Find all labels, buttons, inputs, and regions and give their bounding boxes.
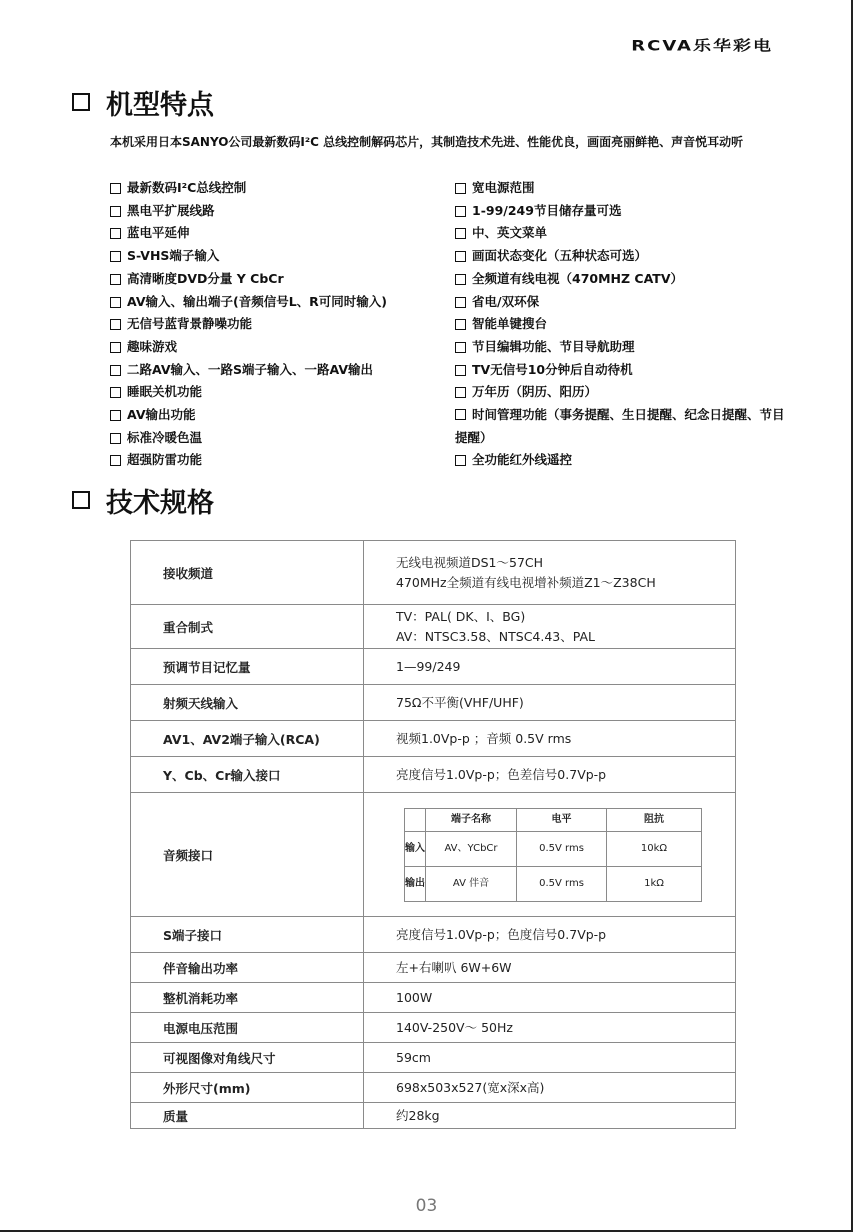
feature-item [455,313,785,336]
spec-key: 整机消耗功率 [131,983,364,1013]
checkbox-square-icon [110,433,121,444]
spec-row [131,541,736,605]
feature-text: 1-99/249节目储存量可选 [472,202,622,218]
spec-key: Y、Cb、Cr输入接口 [131,757,364,793]
feature-item [455,200,785,223]
checkbox-square-icon [110,455,121,466]
feature-item [455,381,785,404]
spec-key: 预调节目记忆量 [131,649,364,685]
checkbox-square-icon [455,365,466,376]
feature-item [110,291,450,314]
feature-list-right [455,177,785,472]
feature-item [455,359,785,382]
feature-text: 智能单键搜台 [472,316,548,332]
spec-row [131,1013,736,1043]
feature-item [455,336,785,359]
spec-table [130,540,736,1129]
feature-text: TV无信号10分钟后自动待机 [472,361,633,377]
spec-row [131,1073,736,1103]
spec-value [364,605,736,649]
spec-value [364,649,736,685]
audio-header-blank [405,808,426,831]
section-title-features [72,82,214,122]
spec-value-line: 视频1.0Vp-p ；音频 0.5V rms [396,730,572,746]
spec-row [131,953,736,983]
spec-key: S端子接口 [131,917,364,953]
spec-row [131,917,736,953]
spec-row [131,1043,736,1073]
spec-value [364,685,736,721]
spec-value-line: 亮度信号1.0Vp-p；色度信号0.7Vp-p [396,926,607,942]
feature-text: 宽电源范围 [472,180,535,195]
checkbox-square-icon [455,319,466,330]
audio-header-cell: 电平 [517,808,607,831]
spec-key: 伴音输出功率 [131,953,364,983]
audio-cell-name: AV 伴音 [426,866,517,901]
feature-text: 标准冷暖色温 [127,429,203,445]
spec-key: 射频天线输入 [131,685,364,721]
section-title-text: 技术规格 [106,487,214,519]
section-title-specs [72,480,214,520]
audio-cell-impedance: 1kΩ [607,866,702,901]
audio-header-cell: 阻抗 [607,808,702,831]
feature-text: 无信号蓝背景静噪功能 [127,316,253,332]
feature-text: 中、英文菜单 [472,225,548,241]
checkbox-square-icon [455,342,466,353]
spec-value [364,757,736,793]
feature-item [455,404,785,449]
feature-text: 节目编辑功能、节目导航助理 [472,338,635,354]
feature-text: 蓝电平延伸 [127,225,190,241]
spec-value [364,953,736,983]
spec-key: 接收频道 [131,541,364,605]
spec-value-line: 75Ω不平衡(VHF/UHF) [396,694,524,710]
spec-value-line: 约28kg [396,1107,440,1123]
feature-text: 最新数码I²C总线控制 [127,180,247,195]
spec-key: 重合制式 [131,605,364,649]
feature-item [110,245,450,268]
checkbox-square-icon [110,297,121,308]
checkbox-square-icon [110,319,121,330]
feature-text: 画面状态变化（五种状态可选） [472,248,648,264]
feature-text: 全功能红外线遥控 [472,452,573,468]
checkbox-square-icon [110,365,121,376]
spec-key: 质量 [131,1103,364,1129]
feature-text: 万年历（阴历、阳历） [472,384,598,400]
feature-item [455,177,785,200]
spec-row [131,757,736,793]
spec-row [131,721,736,757]
spec-value-line: 无线电视频道DS1～57CH [396,554,544,570]
checkbox-square-icon [110,274,121,285]
feature-item [110,427,450,450]
spec-key: 外形尺寸(mm) [131,1073,364,1103]
brand-logo [598,33,773,57]
spec-value-line: 140V-250V～ 50Hz [396,1019,513,1035]
feature-item [110,177,450,200]
spec-value [364,541,736,605]
checkbox-square-icon [110,410,121,421]
feature-text: 时间管理功能（事务提醒、生日提醒、纪念日提醒、节目提醒） [455,407,785,445]
feature-list-left [110,177,450,472]
audio-header-cell: 端子名称 [426,808,517,831]
audio-interface-table [404,808,702,902]
spec-key: 音频接口 [131,793,364,917]
audio-cell-level: 0.5V rms [517,831,607,866]
spec-value-line: 698x503x527(宽x深x高) [396,1079,545,1095]
checkbox-square-icon [455,455,466,466]
spec-value-line: 左+右喇叭 6W+6W [396,959,512,975]
spec-value-line: 1—99/249 [396,658,461,674]
spec-key: 电源电压范围 [131,1013,364,1043]
audio-cell-level: 0.5V rms [517,866,607,901]
spec-row [131,1103,736,1129]
feature-item [110,222,450,245]
checkbox-square-icon [455,387,466,398]
spec-value [364,1073,736,1103]
feature-text: S-VHS端子输入 [127,248,220,264]
spec-value-line: 亮度信号1.0Vp-p；色差信号0.7Vp-p [396,766,607,782]
feature-item [455,222,785,245]
feature-item [110,449,450,472]
intro-paragraph: 本机采用日本SANYO公司最新数码I²C 总线控制解码芯片，其制造技术先进、性能优良，画面亮丽鲜艳、声音悦耳动听 [110,135,744,149]
audio-cell-name: AV、YCbCr [426,831,517,866]
title-square-icon [72,491,90,509]
spec-row [131,605,736,649]
feature-text: 趣味游戏 [127,338,178,354]
checkbox-square-icon [455,183,466,194]
feature-text: 全频道有线电视（470MHZ CATV） [472,270,683,286]
checkbox-square-icon [455,228,466,239]
feature-text: 二路AV输入、一路S端子输入、一路AV输出 [127,361,374,377]
spec-value-line: 59cm [396,1049,431,1065]
feature-text: AV输入、输出端子(音频信号L、R可同时输入) [127,293,388,309]
checkbox-square-icon [455,274,466,285]
section-title-text: 机型特点 [106,89,214,121]
feature-item [110,268,450,291]
feature-item [455,245,785,268]
checkbox-square-icon [110,183,121,194]
feature-item [110,381,450,404]
feature-item [110,336,450,359]
feature-item [110,313,450,336]
audio-cell-side: 输出 [405,866,426,901]
audio-row [405,831,702,866]
logo-text: RCVA乐华彩电 [631,37,773,55]
spec-value [364,983,736,1013]
checkbox-square-icon [110,342,121,353]
spec-value-line: 470MHz全频道有线电视增补频道Z1～Z38CH [396,574,656,590]
spec-value [364,1013,736,1043]
audio-row [405,866,702,901]
spec-value-line: AV：NTSC3.58、NTSC4.43、PAL [396,628,596,644]
spec-row [131,685,736,721]
spec-key: 可视图像对角线尺寸 [131,1043,364,1073]
feature-text: 省电/双环保 [472,293,540,309]
checkbox-square-icon [455,251,466,262]
feature-text: 超强防雷功能 [127,452,203,468]
spec-value [364,1103,736,1129]
feature-item [455,449,785,472]
spec-row [131,649,736,685]
feature-text: 高清晰度DVD分量 Y CbCr [127,270,284,286]
spec-value [364,917,736,953]
feature-text: 黑电平扩展线路 [127,202,215,218]
feature-item [110,359,450,382]
spec-value-line: 100W [396,989,433,1005]
checkbox-square-icon [455,297,466,308]
audio-cell-impedance: 10kΩ [607,831,702,866]
feature-item [455,291,785,314]
feature-text: AV输出功能 [127,407,196,423]
feature-item [455,268,785,291]
spec-row [131,983,736,1013]
checkbox-square-icon [455,206,466,217]
checkbox-square-icon [455,409,466,420]
feature-item [110,404,450,427]
spec-value [364,721,736,757]
spec-value-line: TV：PAL( DK、I、BG) [396,608,526,624]
page-number: 03 [415,1196,438,1216]
feature-item [110,200,450,223]
title-square-icon [72,93,90,111]
checkbox-square-icon [110,206,121,217]
feature-text: 睡眠关机功能 [127,384,203,400]
spec-value [364,793,736,917]
spec-key: AV1、AV2端子输入(RCA) [131,721,364,757]
spec-value [364,1043,736,1073]
checkbox-square-icon [110,228,121,239]
audio-cell-side: 输入 [405,831,426,866]
checkbox-square-icon [110,387,121,398]
spec-row [131,793,736,917]
checkbox-square-icon [110,251,121,262]
